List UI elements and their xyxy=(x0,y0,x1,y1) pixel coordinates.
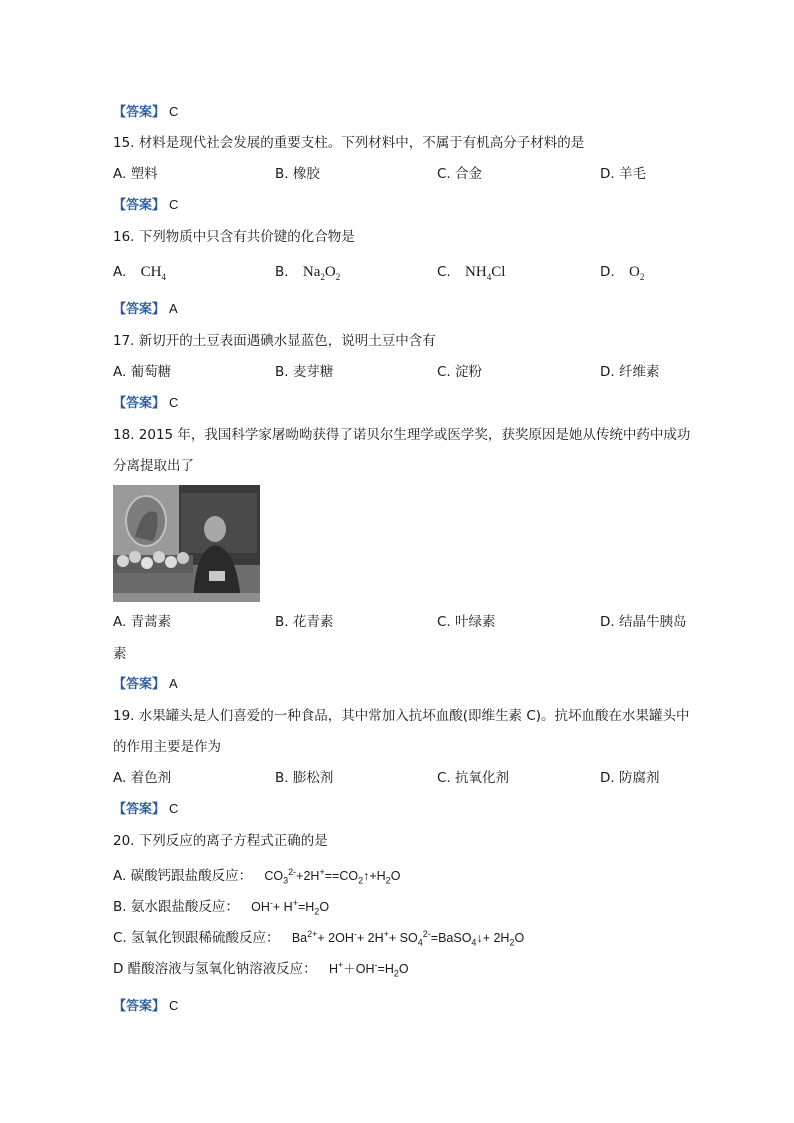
answer-line-18 xyxy=(113,674,178,695)
answer-value: A xyxy=(169,676,178,691)
answer-line-15 xyxy=(113,195,178,216)
q18-option-d: D. 结晶牛胰岛 xyxy=(600,614,687,630)
option-text: A. 碳酸钙跟盐酸反应： xyxy=(113,868,253,885)
scientist-photo xyxy=(113,485,260,602)
q18-option-a: A. 青蒿素 xyxy=(113,614,172,630)
equation-a: $CO_3^{2-}+2H^+==CO_2↑+H_2O$ xyxy=(264,867,401,886)
answer-tag: 【答案】 xyxy=(113,198,166,213)
q15-option-a: A. 塑料 xyxy=(113,166,158,182)
answer-tag: 【答案】 xyxy=(113,677,166,692)
q17-option-c: C. 淀粉 xyxy=(437,364,483,380)
q19-option-c: C. 抗氧化剂 xyxy=(437,770,510,786)
formula-o2: $O_2$ xyxy=(628,264,645,282)
q15-option-d: D. 羊毛 xyxy=(600,166,646,182)
question-18-stem-line1: 18. 2015 年，我国科学家屠呦呦获得了诺贝尔生理学或医学奖，获奖原因是她从传统中药中成功 xyxy=(113,427,691,443)
option-text: B. 氨水跟盐酸反应： xyxy=(113,899,239,916)
photo-illustration xyxy=(113,485,260,602)
q18-option-b: B. 花青素 xyxy=(275,614,334,630)
answer-line-19 xyxy=(113,799,178,820)
question-17-stem: 17. 新切开的土豆表面遇碘水显蓝色，说明土豆中含有 xyxy=(113,333,436,349)
q15-option-b: B. 橡胶 xyxy=(275,166,320,182)
q16-option-b xyxy=(275,262,340,287)
q18-option-d-wrap: 素 xyxy=(113,646,127,662)
question-16-stem: 16. 下列物质中只含有共价键的化合物是 xyxy=(113,229,355,245)
answer-value: C xyxy=(169,801,179,816)
answer-line-17 xyxy=(113,393,178,414)
q19-option-a: A. 着色剂 xyxy=(113,770,172,786)
equation-b: $OH^-+ H^+=H_2O$ xyxy=(251,898,330,917)
q16-option-c xyxy=(437,262,505,287)
answer-tag: 【答案】 xyxy=(113,302,166,317)
q16-option-a xyxy=(113,262,166,287)
q20-option-a xyxy=(113,862,400,891)
question-20-stem: 20. 下列反应的离子方程式正确的是 xyxy=(113,833,328,849)
q15-option-c: C. 合金 xyxy=(437,166,483,182)
question-19-stem-line1: 19. 水果罐头是人们喜爱的一种食品，其中常加入抗坏血酸(即维生素 C)。抗坏血酸在水果罐头中 xyxy=(113,708,690,724)
formula-nh4cl: $NH_4Cl$ xyxy=(465,264,506,282)
option-label: B. xyxy=(275,264,289,280)
equation-c: $Ba^{2+}+ 2OH^-+ 2H^++$ $SO_4^{2-}=BaSO_4↓+ 2H_2O$ xyxy=(291,929,525,948)
answer-value: C xyxy=(169,104,179,119)
answer-line-20 xyxy=(113,996,178,1017)
answer-tag: 【答案】 xyxy=(113,802,166,817)
q20-option-c xyxy=(113,924,524,953)
equation-d: $H^++OH^-=H_2O$ xyxy=(328,960,409,979)
q16-option-d xyxy=(600,262,644,287)
q17-option-a: A. 葡萄糖 xyxy=(113,364,172,380)
q18-option-c: C. 叶绿素 xyxy=(437,614,496,630)
q20-option-b xyxy=(113,893,329,922)
formula-ch4: $CH_4$ xyxy=(140,264,166,282)
option-label: A. xyxy=(113,264,127,280)
option-label: D. xyxy=(600,264,615,280)
answer-tag: 【答案】 xyxy=(113,999,166,1014)
answer-value: C xyxy=(169,395,179,410)
question-19-stem-line2: 的作用主要是作为 xyxy=(113,739,221,755)
answer-line-14 xyxy=(113,102,178,123)
q17-option-d: D. 纤维素 xyxy=(600,364,660,380)
question-15-stem: 15. 材料是现代社会发展的重要支柱。下列材料中，不属于有机高分子材料的是 xyxy=(113,135,585,151)
answer-tag: 【答案】 xyxy=(113,396,166,411)
q19-option-d: D. 防腐剂 xyxy=(600,770,660,786)
answer-value: C xyxy=(169,998,179,1013)
answer-line-16 xyxy=(113,299,178,320)
question-18-stem-line2: 分离提取出了 xyxy=(113,458,194,474)
q19-option-b: B. 膨松剂 xyxy=(275,770,334,786)
answer-tag: 【答案】 xyxy=(113,105,166,120)
answer-value: C xyxy=(169,197,179,212)
q20-option-d xyxy=(113,955,409,984)
q17-option-b: B. 麦芽糖 xyxy=(275,364,334,380)
option-text: C. 氢氧化钡跟稀硫酸反应： xyxy=(113,930,280,947)
formula-na2o2: $Na_2O_2$ xyxy=(302,264,341,282)
answer-value: A xyxy=(169,301,178,316)
option-label: C. xyxy=(437,264,451,280)
option-text: D 醋酸溶液与氢氧化钠溶液反应： xyxy=(113,961,317,978)
